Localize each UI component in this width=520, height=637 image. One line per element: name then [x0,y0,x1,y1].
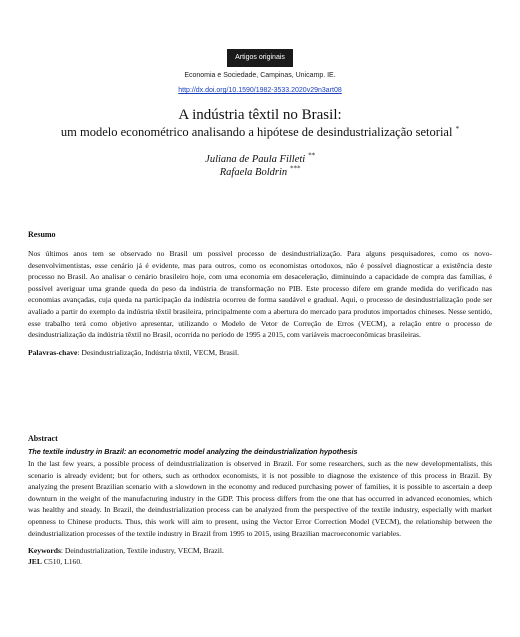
author-2-footnote-marker[interactable]: *** [289,164,301,173]
title-footnote-marker[interactable]: * [455,124,460,133]
author-1-footnote-marker[interactable]: ** [307,151,315,160]
author-1-name: Juliana de Paula Filleti [205,154,306,165]
jel-label: JEL [28,557,42,567]
resumo-keywords [28,347,492,358]
abstract-keywords-text: : Deindustrialization, Textile industry, VECM, Brazil. [60,546,224,556]
resumo-keywords-text: : Desindustrialização, Indústria têxtil, VECM, Brasil. [77,347,239,357]
author-list [0,153,520,179]
jel-codes [28,556,492,567]
author-1 [0,153,520,166]
resumo-keywords-label: Palavras-chave [28,347,78,357]
doi-link[interactable]: http://dx.doi.org/10.1590/1982-3533.2020v29n3art08 [178,87,342,94]
abstract-keywords [28,545,492,556]
abstract-keywords-label: Keywords [28,546,61,556]
abstract-heading: Abstract [28,434,58,443]
abstract-text: In the last few years, a possible process of deindustrialization is observed in Brazil. For some researchers, such as the new developmentalists, this scenario is already evident; but for others, such as orthodox economists, it is not possible to diagnose the existence of this process in Brazil. By analyzing the present Brazilian scenario with a slowdown in the economy and reduced purchasing power of families, it is possible to ascertain a deep downturn in the weight of the manufacturing industry in the GDP. This process differs from the one that has occurred in advanced economies, which was healthy and steady. In Brazil, the deindustrialization process can be analyzed from the perspective of the textile industry, especially with market openness to Chinese products. Thus, this work will aim to present, using the Vector Error Correction Model (VECM), the relationship between the deindustrialization processes of the textile industry in Brazil from 1995 to 2015, using Brazilian macroeconomic variables. [28,459,492,538]
article-title [0,106,520,140]
resumo-section [28,230,492,358]
resumo-text: Nos últimos anos tem se observado no Brasil um possível processo de desindustrialização. Para alguns pesquisadores, como os novo-desenvolvimentistas, esse cenário já é evidente, mas para outros, como os economistas ortodoxos, não é possível diagnosticar a existência deste processo no Brasil. Ao analisar o cenário brasileiro hoje, com uma economia em desaceleração, diminuindo a capacidade de compra das famílias, é possível averiguar uma grande queda do peso da indústria de transformação no PIB. Este processo difere em grande medida do verificado nas economias avançadas, cuja queda na participação da indústria ocorreu de forma saudável e gradual. Aqui, o processo de desindustrialização pode ser avaliado a partir do exemplo da indústria têxtil brasileira, principalmente com a abertura do mercado para produtos importados chineses. Nesse sentido, esse trabalho terá como objetivo apresentar, utilizando o Modelo de Vetor de Correção de Erros (VECM), a relação entre o processo de desindustrialização da indústria têxtil no Brasil, ocorrida no período de 1995 a 2015, com variáveis macroeconômicas brasileiras. [28,249,492,340]
section-badge: Artigos originais [227,49,293,67]
journal-citation: Economia e Sociedade, Campinas, Unicamp. IE. [184,72,336,79]
article-header [0,46,520,97]
title-line-2 [0,124,520,140]
author-2 [0,166,520,179]
title-line-2-text: um modelo econométrico analisando a hipótese de desindustrialização setorial [60,125,453,139]
title-line-1: A indústria têxtil no Brasil: [178,107,342,123]
abstract-section [28,434,492,567]
resumo-heading: Resumo [28,230,56,239]
author-2-name: Rafaela Boldrin [219,167,288,178]
abstract-title: The textile industry in Brazil: an econometric model analyzing the deindustrialization hypothesis [28,447,358,456]
jel-text: C510, L160. [41,557,83,567]
